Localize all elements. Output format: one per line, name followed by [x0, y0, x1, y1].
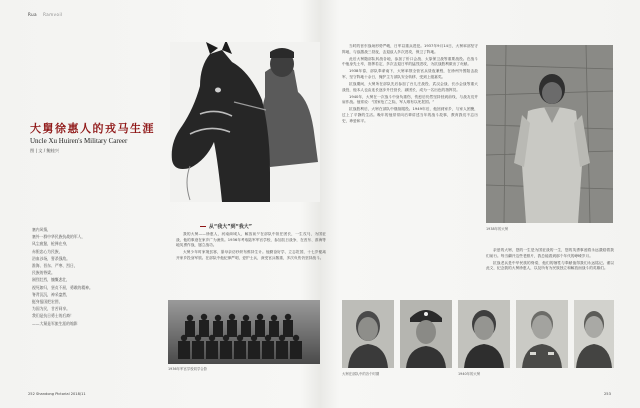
section-heading [176, 223, 276, 230]
section-tag [28, 12, 63, 17]
paragraph: 当时的晋东战场形势严峻，日军以重兵进犯。1937年9月14日，大舅率部坚守阵地，与敌激战三昼夜，击退敌人多次进攻，保卫了阵地。 [342, 44, 478, 54]
poem-line: 赤胆忠心为民族， [32, 248, 63, 254]
poem-line: 塞外一群中华民族抗战的军人， [32, 234, 86, 240]
photo-rider-horse [170, 42, 320, 202]
poem-line: 浴血沙场，誓杀强敌。 [32, 255, 70, 261]
paragraph: 抗战期间，大舅所在部队先后参加了台儿庄战役、武汉会战、长沙会战等重大战役，他本人也由连长逐步升任营长、副团长，成为一名出色的指挥员。 [342, 82, 478, 92]
poem-line: 淮海、晋东、严寒、烈日， [32, 263, 78, 269]
caption-portrait-right: 1938年的大舅 [486, 227, 509, 231]
paragraph: 大舅少年时家境贫寒，靠母亲纺纱织布维持生计。他勤奋好学，立志报国，十七岁便离开家乡投身军旅。在部队中他纪律严明，爱护士兵，深受官兵敬重，多次负伤仍坚持战斗。 [176, 250, 326, 260]
article-title-english: Uncle Xu Huiren's Military Career [30, 137, 128, 145]
photo-portrait-3 [458, 300, 510, 368]
photo-portrait-right [486, 45, 613, 223]
poem-line: 我们是抗日勇士的后裔！ [32, 313, 74, 319]
byline: 图 | 文 / 鲍桂兴 [30, 148, 60, 153]
caption-group-photo: 1936年军官学校同学合影 [168, 367, 208, 371]
section-tag-sub: Ramvoil [43, 12, 63, 17]
poem-line: ——大舅是军旅生涯的缩影 [32, 320, 78, 326]
paragraph: 1938年春，部队奉命南下，大舅率领全营官兵昼夜兼程，在徐州外围阻击敌军，坚守阵地十余日，掩护主力部队安全转移，受到上级嘉奖。 [342, 69, 478, 79]
paragraph: 此后大舅随部队转战各地，参加了忻口会战、太原保卫战等重要战役。在战斗中他身先士卒，指挥若定，多次击退日军的猛烈进攻，为抗战胜利做出了贡献。 [342, 56, 478, 67]
photo-group [168, 300, 320, 364]
photo-portrait-4 [516, 300, 568, 368]
heading-accent [200, 226, 206, 227]
poem-line: 视死如归，坚贞不屈，勇敢的精神。 [32, 284, 93, 290]
caption-portraits-b: 1940年的大舅 [458, 372, 481, 376]
body-column-left [176, 232, 326, 300]
paragraph: 亲爱的大舅，您的一生是为国征战的一生，您的英勇事迹将永远激励着我们前行。每当翻开这些老照片，我总能看到那个年代的峥嵘岁月。 [486, 248, 614, 258]
photo-portrait-1 [342, 300, 394, 368]
section-tag-main: Rua [28, 12, 38, 17]
paragraph: 1940年，大舅在一次战斗中身负重伤，伤愈后仍然坚持回到前线，与战友们并肩作战。他常说：“国家危亡之际，军人唯有以死报国。” [342, 94, 478, 105]
poem-line: 风尘疲惫，枪弹在身， [32, 241, 70, 247]
footer-left: 252 Shandong Pictorial 2018/11 [28, 392, 86, 396]
paragraph: 我的大舅——徐惠人，河南商城人，解放前夕在部队中担任团长，一生戎马，为国征战，他的事迹在家乡广为流传。1936年考取陆军军官学校，参加抗日战争，在晋东、淮海等地英勇作战，屡立战功。 [176, 232, 326, 248]
caption-portraits-a: 大舅在部队中的各个时期 [342, 372, 380, 376]
body-column-right [486, 248, 614, 294]
paragraph: 抗战老兵是中华民族的脊梁，他们的牺牲与奉献值得我们永远铭记。谨以此文，纪念我的大舅徐惠人，以及所有为民族独立和解放而战斗的英雄们。 [486, 260, 614, 271]
poem-line: 刚烈壮烈，慷慨悲壮， [32, 277, 70, 283]
section-heading-text: 从“我大”到“我大” [208, 224, 253, 230]
paragraph: 抗战胜利后，大舅在部队中继续服役。1949年后，他回到家乡，与家人团聚，过上了平静的生活。晚年的他常常向后辈讲述当年的战斗故事，教育我们不忘历史，珍爱和平。 [342, 107, 478, 123]
body-column-middle [342, 44, 478, 294]
poem-line: 为国为民，甘苦同享。 [32, 306, 70, 312]
poem-line: 民族的脊梁。 [32, 270, 55, 276]
poem-block [32, 226, 144, 327]
photo-portrait-5 [574, 300, 614, 368]
footer-right: 253 [604, 392, 611, 396]
poem-line: 脊背沉沉，神采盎然， [32, 291, 70, 297]
poem-line: 塞内风情， [32, 227, 51, 232]
photo-portrait-2 [400, 300, 452, 368]
article-title: 大舅徐惠人的戎马生涯 [30, 122, 155, 135]
poem-line: 挺身报国把宏图， [32, 299, 63, 305]
